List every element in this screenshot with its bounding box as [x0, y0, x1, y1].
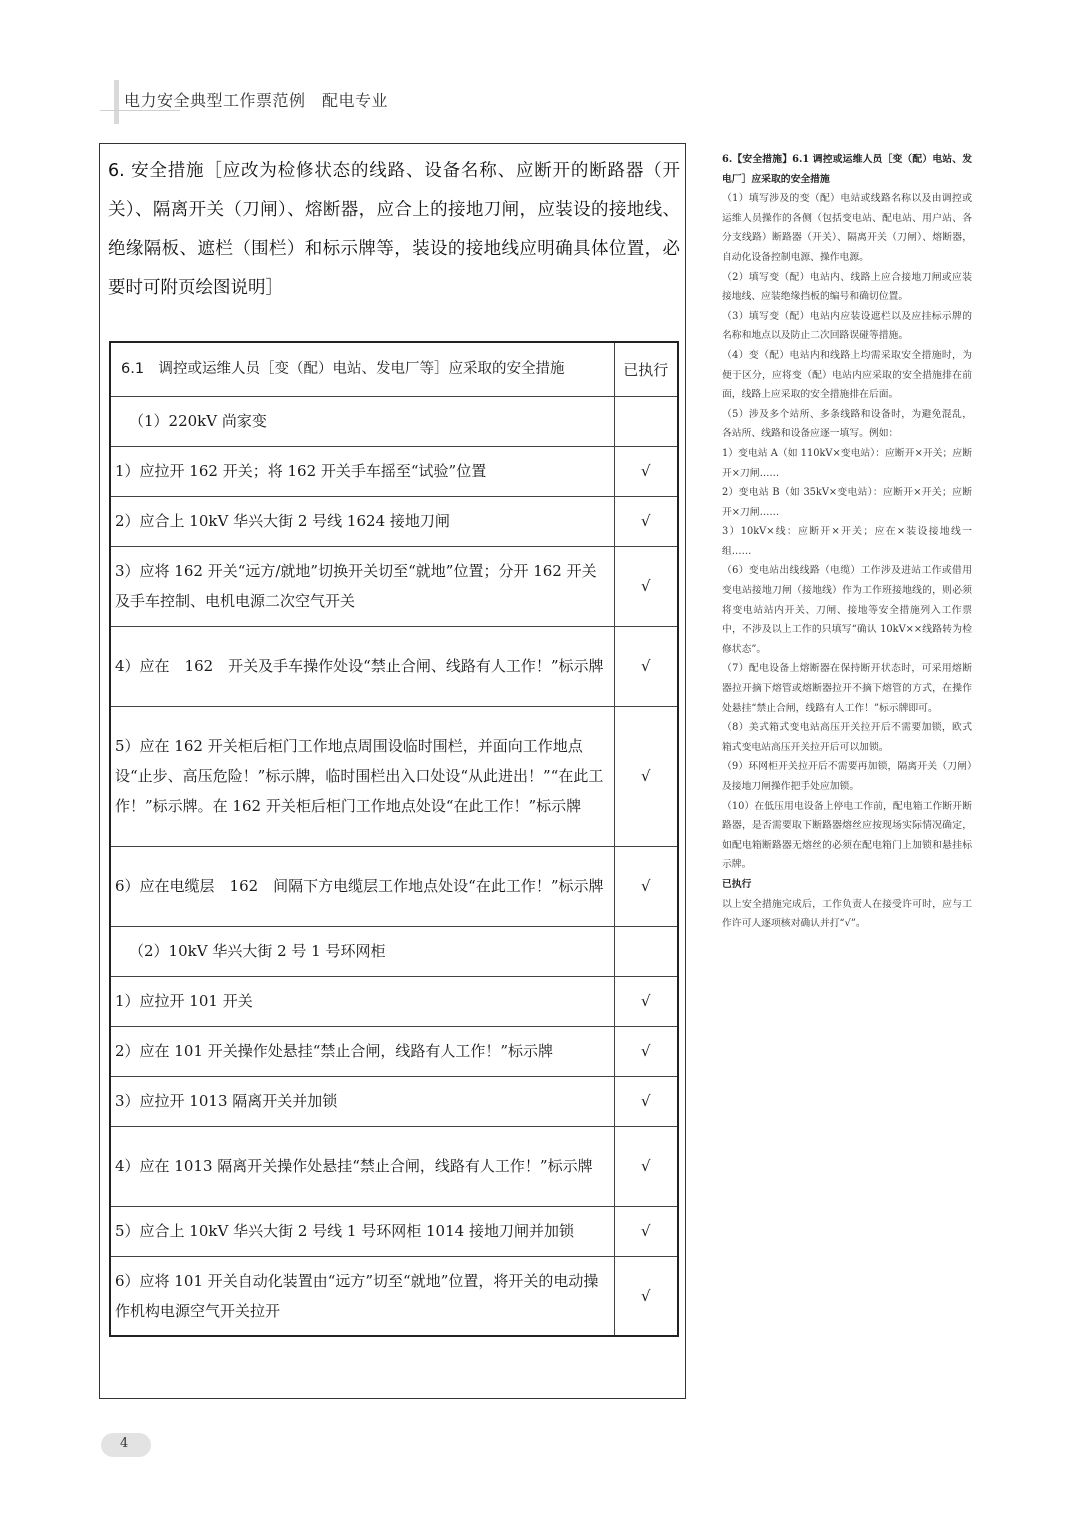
measure-cell: 5）应在 162 开关柜后柜门工作地点周围设临时围栏，并面向工作地点设“止步、高压危险！”标示牌，临时围栏出入口处设“从此进出！”“在此工作！”标示牌。在 162 开关柜后柜门工作地点处设“在此工作！”标示牌: [110, 706, 614, 846]
executed-check-cell: √: [614, 1256, 678, 1336]
table-row: [110, 706, 678, 846]
table-row: [110, 1256, 678, 1336]
executed-check-cell: √: [614, 1076, 678, 1126]
executed-check-cell: √: [614, 446, 678, 496]
page-number: 4: [120, 1436, 129, 1451]
section-heading: 6. 安全措施［应改为检修状态的线路、设备名称、应断开的断路器（开关）、隔离开关（刀闸）、熔断器，应合上的接地刀闸，应装设的接地线、绝缘隔板、遮栏（围栏）和标示牌等，装设的接地线应明确具体位置，必要时可附页绘图说明］: [108, 161, 680, 298]
table-row: [110, 496, 678, 546]
table-row: [110, 1026, 678, 1076]
table-row: [110, 396, 678, 446]
header-accent-bar: [114, 80, 119, 124]
measure-cell: 3）应将 162 开关“远方/就地”切换开关切至“就地”位置；分开 162 开关及手车控制、电机电源二次空气开关: [110, 546, 614, 626]
executed-check-cell: √: [614, 626, 678, 706]
executed-check-cell: √: [614, 1126, 678, 1206]
measure-cell: 4）应在 162 开关及手车操作处设“禁止合闸、线路有人工作！”标示牌: [110, 626, 614, 706]
note-item: （3）填写变（配）电站内应装设遮栏以及应挂标示牌的名称和地点以及防止二次回路误碰等措施。: [722, 310, 972, 342]
measure-cell: 4）应在 1013 隔离开关操作处悬挂“禁止合闸，线路有人工作！”标示牌: [110, 1126, 614, 1206]
notes-list: [722, 189, 972, 875]
table-row: [110, 1126, 678, 1206]
executed-check-cell: √: [614, 706, 678, 846]
note-item: 1）变电站 A（如 110kV×变电站）：应断开×开关；应断开×刀闸……: [722, 447, 972, 479]
table-row: [110, 626, 678, 706]
table-row: [110, 1206, 678, 1256]
table-row: [110, 546, 678, 626]
note-item: （6）变电站出线线路（电缆）工作涉及进站工作或借用变电站接地刀闸（接地线）作为工作班接地线的，则必须将变电站站内开关、刀闸、接地等安全措施列入工作票中，不涉及以上工作的只填写“确认 10kV××线路转为检修状态”。: [722, 565, 972, 655]
measure-cell: （1）220kV 尚家变: [110, 396, 614, 446]
executed-check-cell: √: [614, 1206, 678, 1256]
measure-cell: 3）应拉开 1013 隔离开关并加锁: [110, 1076, 614, 1126]
note-item: （1）填写涉及的变（配）电站或线路名称以及由调控或运维人员操作的各侧（包括变电站、配电站、用户站、各分支线路）断路器（开关）、隔离开关（刀闸）、熔断器，自动化设备控制电源、操作电源。: [722, 193, 972, 263]
executed-check-cell: √: [614, 976, 678, 1026]
measure-cell: 2）应在 101 开关操作处悬挂“禁止合闸，线路有人工作！”标示牌: [110, 1026, 614, 1076]
executed-check-cell: √: [614, 1026, 678, 1076]
measure-cell: 1）应拉开 101 开关: [110, 976, 614, 1026]
safety-measures-table: [109, 341, 679, 1337]
measure-cell: 1）应拉开 162 开关；将 162 开关手车摇至“试验”位置: [110, 446, 614, 496]
notes-executed-heading: 已执行: [722, 878, 752, 890]
note-item: （4）变（配）电站内和线路上均需采取安全措施时，为便于区分，应将变（配）电站内应采取的安全措施排在前面，线路上应采取的安全措施排在后面。: [722, 349, 972, 401]
executed-check-cell: [614, 926, 678, 976]
note-item: 3）10kV×线：应断开×开关；应在×装设接地线一组……: [722, 526, 972, 557]
note-item: （5）涉及多个站所、多条线路和设备时，为避免混乱，各站所、线路和设备应逐一填写。例如：: [722, 408, 972, 440]
measure-cell: 6）应在电缆层 162 间隔下方电缆层工作地点处设“在此工作！”标示牌: [110, 846, 614, 926]
measure-cell: 2）应合上 10kV 华兴大街 2 号线 1624 接地刀闸: [110, 496, 614, 546]
table-row: [110, 976, 678, 1026]
note-item: （8）美式箱式变电站高压开关拉开后不需要加锁，欧式箱式变电站高压开关拉开后可以加锁。: [722, 722, 972, 753]
note-item: （9）环网柜开关拉开后不需要再加锁，隔离开关（刀闸）及接地刀闸操作把手处应加锁。: [722, 761, 972, 792]
measure-cell: （2）10kV 华兴大街 2 号 1 号环网柜: [110, 926, 614, 976]
notes-heading: 6.【安全措施】6.1 调控或运维人员［变（配）电站、发电厂］应采取的安全措施: [722, 154, 972, 185]
measure-cell: 6）应将 101 开关自动化装置由“远方”切至“就地”位置，将开关的电动操作机构电源空气开关拉开: [110, 1256, 614, 1336]
running-header: 电力安全典型工作票范例 配电专业: [124, 91, 389, 110]
notes-executed-text: 以上安全措施完成后，工作负责人在接受许可时，应与工作许可人逐项核对确认并打“√”。: [722, 898, 972, 930]
executed-check-cell: √: [614, 496, 678, 546]
note-item: （2）填写变（配）电站内、线路上应合接地刀闸或应装接地线、应装绝缘挡板的编号和确切位置。: [722, 271, 972, 303]
executed-check-cell: [614, 396, 678, 446]
executed-check-cell: √: [614, 846, 678, 926]
header-done-cell: 已执行: [614, 342, 678, 396]
table-header-row: [110, 342, 678, 396]
note-item: （7）配电设备上熔断器在保持断开状态时，可采用熔断器拉开摘下熔管或熔断器拉开不摘下熔管的方式，在操作处悬挂“禁止合闸，线路有人工作！”标示牌即可。: [722, 663, 972, 714]
note-item: （10）在低压用电设备上停电工作前，配电箱工作断开断路器，是否需要取下断路器熔丝应按现场实际情况确定，如配电箱断路器无熔丝的必须在配电箱门上加锁和悬挂标示牌。: [722, 800, 972, 871]
note-item: 2）变电站 B（如 35kV×变电站）：应断开×开关；应断开×刀闸……: [722, 487, 972, 518]
side-notes: [722, 150, 972, 934]
measure-cell: 5）应合上 10kV 华兴大街 2 号线 1 号环网柜 1014 接地刀闸并加锁: [110, 1206, 614, 1256]
table-row: [110, 1076, 678, 1126]
executed-check-cell: √: [614, 546, 678, 626]
header-measure-cell: 6.1 调控或运维人员［变（配）电站、发电厂等］应采取的安全措施: [110, 342, 614, 396]
table-row: [110, 926, 678, 976]
table-row: [110, 846, 678, 926]
table-row: [110, 446, 678, 496]
